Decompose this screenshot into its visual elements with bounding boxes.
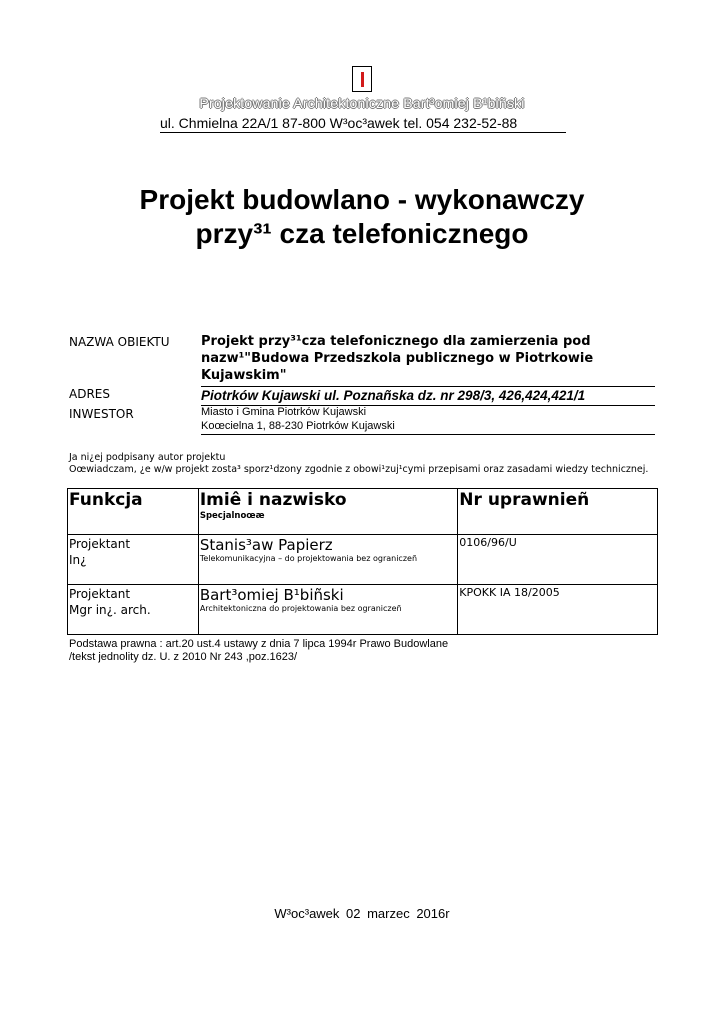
row-person-name: Stanis³aw Papierz xyxy=(199,536,333,554)
address-label: ADRES xyxy=(69,387,110,401)
row-function-title: Projektant xyxy=(69,587,131,601)
object-name-value: Projekt przy³¹cza telefonicznego dla zamierzenia pod nazw¹"Budowa Przedszkola publicznego w Piotrkowie Kujawskim" xyxy=(201,334,594,383)
authors-table xyxy=(67,488,658,635)
table-header-row xyxy=(68,489,658,535)
legal-basis xyxy=(69,638,448,664)
row-specialty: Architektoniczna do projektowania bez ograniczeñ xyxy=(199,604,402,613)
row-function-cell xyxy=(68,585,199,635)
header-name: Imiê i nazwisko xyxy=(199,490,347,510)
row-license-number: 0106/96/U xyxy=(459,536,517,549)
investor-line-2: Koœcielna 1, 88-230 Piotrków Kujawski xyxy=(201,420,655,435)
row-function-cell xyxy=(68,535,199,585)
investor-line-1: Miasto i Gmina Piotrków Kujawski xyxy=(201,406,367,418)
legal-basis-line-2: /tekst jednolity dz. U. z 2010 Nr 243 ,poz.1623/ xyxy=(69,651,298,663)
declaration-text: Oœwiadczam, ¿e w/w projekt zosta³ sporz¹dzony zgodnie z obowi¹zuj¹cymi przepisami oraz zasadami wiedzy technicznej. xyxy=(69,464,649,475)
header-function: Funkcja xyxy=(69,490,143,510)
row-name-cell xyxy=(198,585,457,635)
header-number-cell xyxy=(458,489,658,535)
object-name-label: NAZWA OBIEKTU xyxy=(69,335,170,349)
title-line-1: Projekt budowlano - wykonawczy xyxy=(139,184,585,215)
row-license-number: KPOKK IA 18/2005 xyxy=(459,586,560,599)
row-function-degree: In¿ xyxy=(69,553,87,567)
document-title xyxy=(0,183,724,251)
row-function-title: Projektant xyxy=(69,537,131,551)
header-function-cell xyxy=(68,489,199,535)
address-value: Piotrków Kujawski ul. Poznañska dz. nr 298/3, 426,424,421/1 xyxy=(201,386,655,406)
row-number-cell xyxy=(458,535,658,585)
firm-address: ul. Chmielna 22A/1 87-800 W³oc³awek tel. 054 232-52-88 xyxy=(160,115,566,133)
header-name-cell xyxy=(198,489,457,535)
firm-name: Projektowanie Architektoniczne Bart³omiej B¹biñski xyxy=(199,95,525,111)
place-and-date: W³oc³awek 02 marzec 2016r xyxy=(274,906,450,921)
row-function-degree: Mgr in¿. arch. xyxy=(69,603,151,617)
title-line-2: przy³¹ cza telefonicznego xyxy=(195,218,529,249)
row-person-name: Bart³omiej B¹biñski xyxy=(199,586,344,604)
logo-mark xyxy=(361,72,364,87)
row-number-cell xyxy=(458,585,658,635)
legal-basis-line-1: Podstawa prawna : art.20 ust.4 ustawy z dnia 7 lipca 1994r Prawo Budowlane xyxy=(69,638,449,650)
row-specialty: Telekomunikacyjna – do projektowania bez ograniczeñ xyxy=(199,554,418,563)
table-row xyxy=(68,585,658,635)
investor-label: INWESTOR xyxy=(69,407,134,421)
declaration-intro: Ja ni¿ej podpisany autor projektu xyxy=(69,452,226,463)
header-specialty: Specjalnoœæ xyxy=(199,511,265,521)
company-logo xyxy=(352,66,372,92)
header-number: Nr uprawnieñ xyxy=(459,490,590,510)
table-row xyxy=(68,535,658,585)
row-name-cell xyxy=(198,535,457,585)
